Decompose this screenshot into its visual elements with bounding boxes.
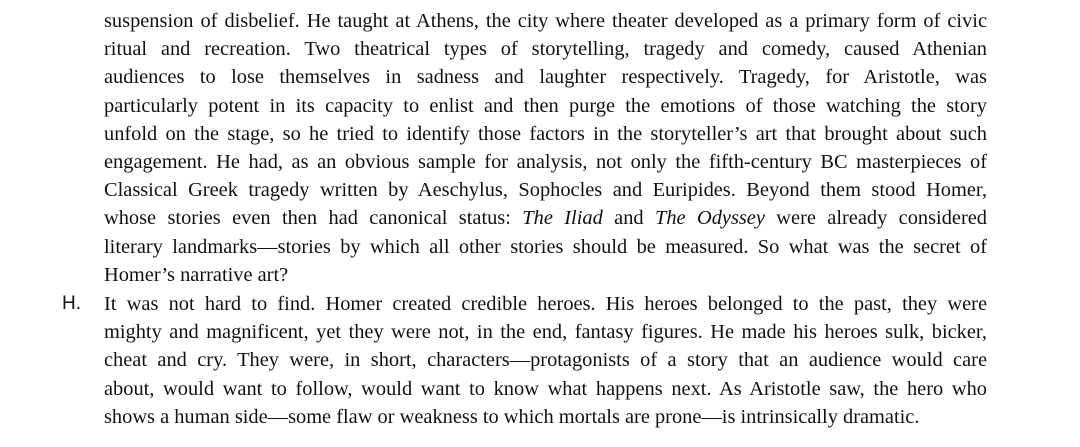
book-title-odyssey: The Odyssey (655, 207, 765, 230)
text-line-with-titles (104, 204, 987, 232)
text-line: cheat and cry. They were, in short, characters—protagonists of a story that an audience would care (104, 349, 987, 372)
text-line: engagement. He had, as an obvious sample for analysis, not only the fifth-century BC masterpieces of (104, 150, 987, 173)
text-line: mighty and magnificent, yet they were not, in the end, fantasy figures. He made his heroes sulk, bicker, (104, 321, 987, 344)
text-line: Classical Greek tragedy written by Aeschylus, Sophocles and Euripides. Beyond them stood Homer, (104, 179, 987, 202)
text-line: literary landmarks—stories by which all other stories should be measured. So what was the secret of (104, 235, 987, 258)
text-line: ritual and recreation. Two theatrical types of storytelling, tragedy and comedy, caused Athenian (104, 38, 987, 61)
text-fragment: and (602, 207, 655, 230)
paragraph-marker-h: H. (62, 293, 81, 314)
text-line: particularly potent in its capacity to enlist and then purge the emotions of those watching the story (104, 94, 987, 117)
text-line: It was not hard to find. Homer created credible heroes. His heroes belonged to the past, they were (104, 293, 987, 315)
text-fragment: were already considered (764, 207, 988, 230)
text-line: about, would want to follow, would want to know what happens next. As Aristotle saw, the hero who (104, 377, 987, 400)
text-line: unfold on the stage, so he tried to identify those factors in the storyteller’s art that brought about such (104, 122, 987, 145)
text-line: shows a human side—some flaw or weakness to which mortals are prone—is intrinsically dramatic. (104, 405, 920, 428)
paragraph-g-continued (104, 7, 987, 289)
book-title-iliad: The Iliad (522, 207, 603, 230)
text-line: Homer’s narrative art? (104, 263, 289, 286)
text-fragment: whose stories even then had canonical status: (104, 207, 523, 230)
text-line: suspension of disbelief. He taught at Athens, the city where theater developed as a primary form of civic (104, 10, 987, 32)
paragraph-h (104, 290, 987, 431)
text-line: audiences to lose themselves in sadness and laughter respectively. Tragedy, for Aristotle, was (104, 66, 987, 89)
